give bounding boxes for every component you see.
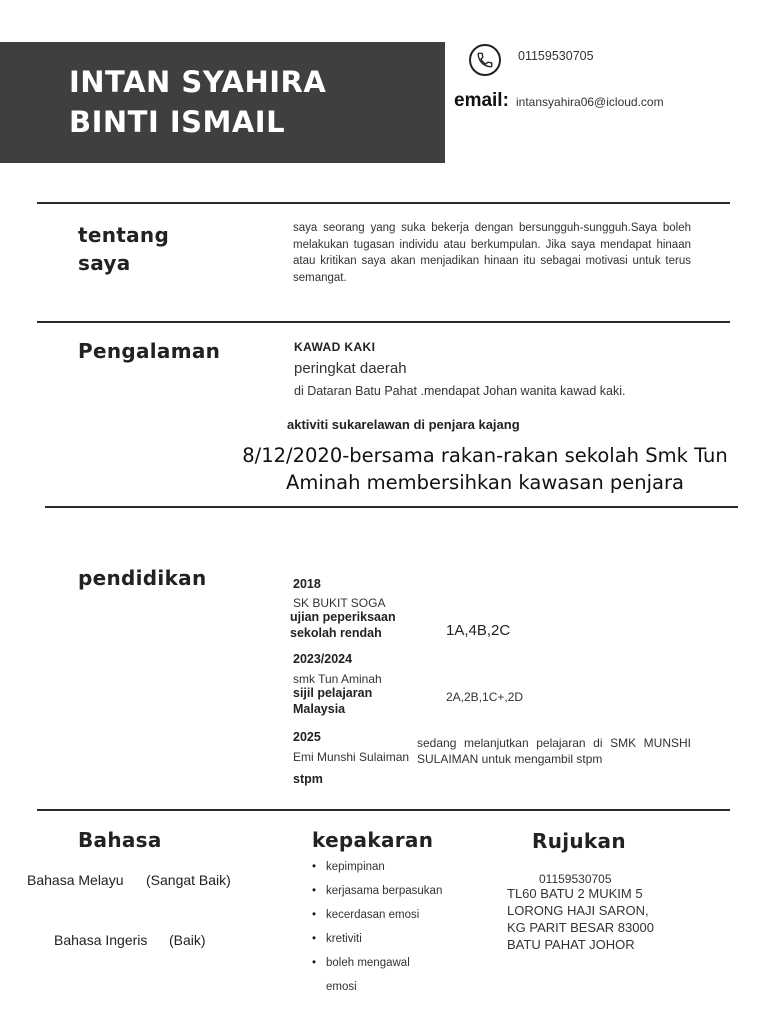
experience-item-1-description: di Dataran Batu Pahat .mendapat Johan wanita kawad kaki.	[294, 384, 626, 398]
skill-item: • boleh mengawal	[312, 951, 442, 975]
reference-address-line: KG PARIT BESAR 83000	[507, 920, 654, 935]
skills-list	[312, 855, 442, 999]
language-name: Bahasa Melayu	[27, 872, 124, 888]
education-school: SK BUKIT SOGA	[293, 596, 386, 610]
education-year: 2025	[293, 730, 321, 744]
reference-address-line: LORONG HAJI SARON,	[507, 903, 649, 918]
about-heading-line-1: tentang	[78, 223, 170, 247]
experience-item-2-line-1: 8/12/2020-bersama rakan-rakan sekolah Smk Tun	[242, 444, 728, 467]
full-name	[69, 62, 326, 142]
education-result: 2A,2B,1C+,2D	[446, 690, 524, 704]
name-line-2: BINTI ISMAIL	[69, 105, 286, 139]
phone-number: 01159530705	[518, 49, 594, 63]
education-exam-line-2: Malaysia	[293, 702, 346, 716]
about-heading	[78, 221, 169, 277]
language-level: (Baik)	[169, 932, 206, 948]
education-exam-line-2: sekolah rendah	[290, 626, 382, 640]
experience-item-2-description	[230, 442, 740, 496]
about-text: saya seorang yang suka bekerja dengan bersungguh-sungguh.Saya boleh melakukan tugasan individu atau berkumpulan. Jika saya mendapat hinaan atau kritikan saya akan menjadikan hinaan itu sebagai motivasi untuk terus semangat.	[293, 222, 691, 284]
skill-item-continued: emosi	[326, 981, 357, 993]
languages-heading: Bahasa	[78, 828, 162, 852]
phone-icon	[469, 44, 501, 76]
education-year: 2023/2024	[293, 652, 353, 666]
education-exam	[290, 609, 396, 641]
education-exam-line-1: sijil pelajaran	[293, 686, 373, 700]
reference-phone: 01159530705	[539, 872, 612, 886]
reference-address-line: BATU PAHAT JOHOR	[507, 937, 635, 952]
skill-item: • kecerdasan emosi	[312, 903, 442, 927]
experience-item-2-title: aktiviti sukarelawan di penjara kajang	[287, 417, 520, 432]
education-heading: pendidikan	[78, 566, 207, 590]
name-line-1: INTAN SYAHIRA	[69, 65, 327, 99]
education-exam-line-1: ujian peperiksaan	[290, 610, 396, 624]
language-level: (Sangat Baik)	[146, 872, 231, 888]
education-year: 2018	[293, 577, 321, 591]
language-name: Bahasa Ingeris	[54, 932, 148, 948]
reference-address	[507, 885, 654, 953]
education-result: sedang melanjutkan pelajaran di SMK MUNSHI SULAIMAN untuk mengambil stpm	[417, 736, 691, 766]
reference-address-line: TL60 BATU 2 MUKIM 5	[507, 886, 643, 901]
skills-heading: kepakaran	[312, 828, 434, 852]
education-exam: stpm	[293, 772, 323, 786]
about-heading-line-2: saya	[78, 251, 131, 275]
divider	[37, 809, 730, 811]
education-result: 1A,4B,2C	[446, 622, 511, 639]
education-school: smk Tun Aminah	[293, 672, 382, 686]
education-school: Emi Munshi Sulaiman	[293, 750, 410, 764]
education-exam	[293, 685, 372, 717]
email-address: intansyahira06@icloud.com	[516, 95, 664, 109]
experience-item-2-line-2: Aminah membersihkan kawasan penjara	[286, 471, 684, 494]
divider	[37, 321, 730, 323]
experience-heading: Pengalaman	[78, 339, 221, 363]
divider	[45, 506, 738, 508]
skill-item: • kerjasama berpasukan	[312, 879, 442, 903]
skill-item: • kepimpinan	[312, 855, 442, 879]
experience-item-1-title: KAWAD KAKI	[294, 340, 376, 354]
divider	[37, 202, 730, 204]
reference-heading: Rujukan	[532, 829, 626, 853]
skill-item: • kretiviti	[312, 927, 442, 951]
email-label: email:	[454, 90, 509, 111]
experience-item-1-subtitle: peringkat daerah	[294, 360, 407, 377]
